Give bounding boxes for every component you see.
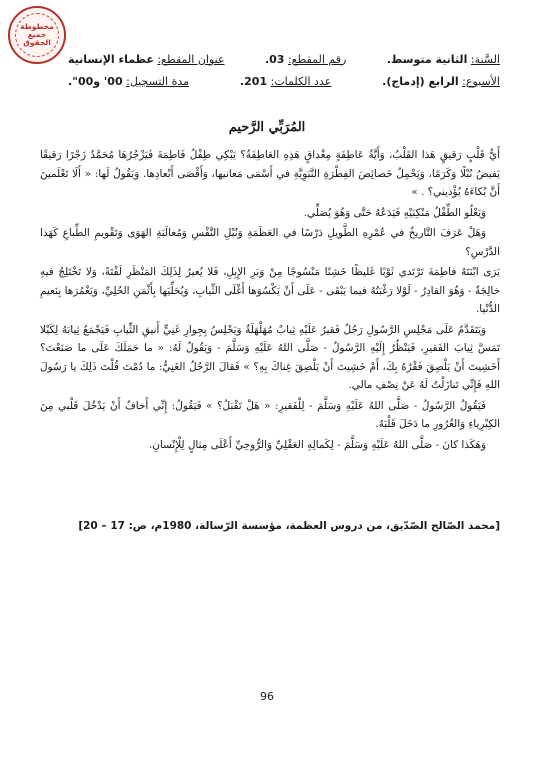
paragraph: فَيَقُولُ الرَّسُولُ - صَلَّى اللهُ عَلَيْهِ وَسَلَّمَ - لِلْفَقيرِ: « هَلْ تَقْبَلُ؟ » فَيَقُولُ: إِنِّي أَخافُ أَنْ يَدْخُلَ قَلْبي مِنَ الكِبْرِياءِ وَالغُرُورِ ما دَخَلَ قَلْبَهُ.: [40, 399, 500, 431]
metadata-row-2: [68, 70, 500, 92]
unit-title-label: عنوان المقطع:: [157, 52, 225, 66]
week-label: الأسبوع:: [462, 74, 500, 88]
paragraph: وَيَعْلُو الطِّفْلُ مَنْكِبَيْهِ فَيَدَعُهُ حَتَّى وَهُوَ يُصَلِّي.: [303, 206, 486, 219]
unit-title-field: [68, 53, 225, 66]
unit-number-label: رقم المقطع:: [287, 52, 347, 66]
level-value: الثانية متوسط.: [386, 52, 468, 66]
unit-title-value: عظماء الإنسانية: [68, 52, 154, 66]
text-body: [40, 146, 500, 456]
paragraph: وَهَلْ عَرَفَ التَّاريخُ في عُمْرِهِ الطَّويلِ دَرْسًا في العَظَمَةِ وَنُبْلِ النَّفْسِ وَمُغالَبَةِ الهَوَى وَتَقْويمِ الطِّباعِ كَهَذا الدَّرْسِ؟: [40, 227, 500, 258]
paragraph: وَيَتَقَدَّمُ عَلَى مَجْلِسِ الرَّسُولِ رَجُلٌ فَقيرٌ عَلَيْهِ ثِيابٌ مُهَلْهَلَةٌ وَيَجْلِسُ بِجِوارِ غَنِيٍّ أَنيقِ الثِّيابِ فَيَجْمَعُ ثِيابَهُ لِكَيْلا تَمَسَّ ثِيابَ الفَقيرِ، فَيَنْظُرُ إِلَيْهِ الرَّسُولُ - صَلَّى اللهُ عَلَيْهِ وَسَلَّمَ - وَيَقُولُ لَهُ: « ما حَمَلَكَ عَلَى ما صَنَعْتَ؟ أَخَشِيتَ أَنْ يَلْصِقَ فَقْرُهُ بِكَ، أَمْ خَشِيتَ أَنْ يَلْصِقَ غِناكَ بِهِ؟ » فَقالَ الرَّجُلُ الغَنِيُّ: ما دُمْتَ قُلْتَ ذَلِكَ يا رَسُولَ اللهِ فَإِنِّي تَنازَلْتُ لَهُ عَنْ نِصْفِ مالي.: [40, 323, 500, 392]
paragraph: يَرَى ابْنَتَهُ فاطِمَةَ تَرْتَدي ثَوْبًا غَليظًا خَشِنًا مَنْسُوجًا مِنْ وَبَرِ الإِبِلِ، فَلا يُعيرُ لِذَلِكَ المَنْظَرِ لَفْتَةً، وَلا تَخْتَلِجُ فيهِ خالِجَةٌ - وَهُوَ القادِرُ - لَوْلا رَغْبَتُهُ فيما يَبْقَى - عَلَى أَنْ يَكْسُوَها أَغْلَى الثِّيابِ، وَيُحَلِّيَها بِأَثْمَنِ الحُلِيِّ، وَيَغْمُرَها بِنَعيمِ الدُّنْيا.: [40, 266, 500, 316]
week-value: الرابع (إدماج).: [382, 74, 459, 88]
metadata-row-1: [68, 48, 500, 70]
level-label: السَّنة:: [470, 52, 500, 66]
week-field: [382, 75, 500, 88]
paragraph: وَهَكَذا كانَ - صَلَّى اللهُ عَلَيْهِ وَسَلَّمَ - لِكَمالِهِ العَقْلِيِّ وَالرُّوحِيِّ أَعْلَى مِثالٍ لِلْإِنْسانِ.: [148, 438, 486, 451]
stamp-line-1: مخطوطة: [20, 22, 54, 32]
unit-number-field: [265, 53, 346, 66]
lesson-metadata: [68, 48, 500, 92]
text-title: المُرَبِّي الرَّحيم: [228, 120, 306, 135]
recording-duration-value: 00' و00".: [68, 74, 123, 88]
publisher-stamp-logo: [8, 6, 66, 64]
paragraph: أَيُّ قَلْبٍ رَقيقٍ هَذا القَلْبُ، وَأَيَّةُ عَاطِفَةٍ مِغْداقٍ هَذِهِ العَاطِفَةُ؟ يَبْكِي طِفْلُ فَاطِمَةَ فَيَزْجُرُهَا مُحَمَّدٌ زَجْرًا رَقيقًا يَفيضُ نُبْلًا وَكَرَمًا، وَيَحْمِلُ خَصائِصَ الفِطْرَةِ النَّبَوِيَّةِ في أَسْمَى مَعانيها، وَأَقْصَى أَبْعادِها. وَيَقُولُ لَها: « أَلَا تَعْلَمينَ أَنَّ بُكاءَهُ يُؤْذيني؟ . »: [40, 149, 500, 199]
source-citation: [محمد الصّالح الصّدّيق، من دروس العظمة، مؤسسة الرّسالة، 1980م، ص: 17 – 20]: [78, 520, 500, 532]
word-count-value: 201.: [239, 74, 268, 88]
recording-duration-label: مدة التسجيل:: [126, 74, 190, 88]
word-count-label: عدد الكلمات:: [270, 74, 332, 88]
stamp-line-2: جميع الحقوق: [23, 30, 51, 47]
page-number: 96: [260, 690, 274, 703]
word-count-field: [240, 75, 331, 88]
unit-number-value: 03.: [264, 52, 285, 66]
level-field: [387, 53, 500, 66]
recording-duration-field: [68, 75, 189, 88]
